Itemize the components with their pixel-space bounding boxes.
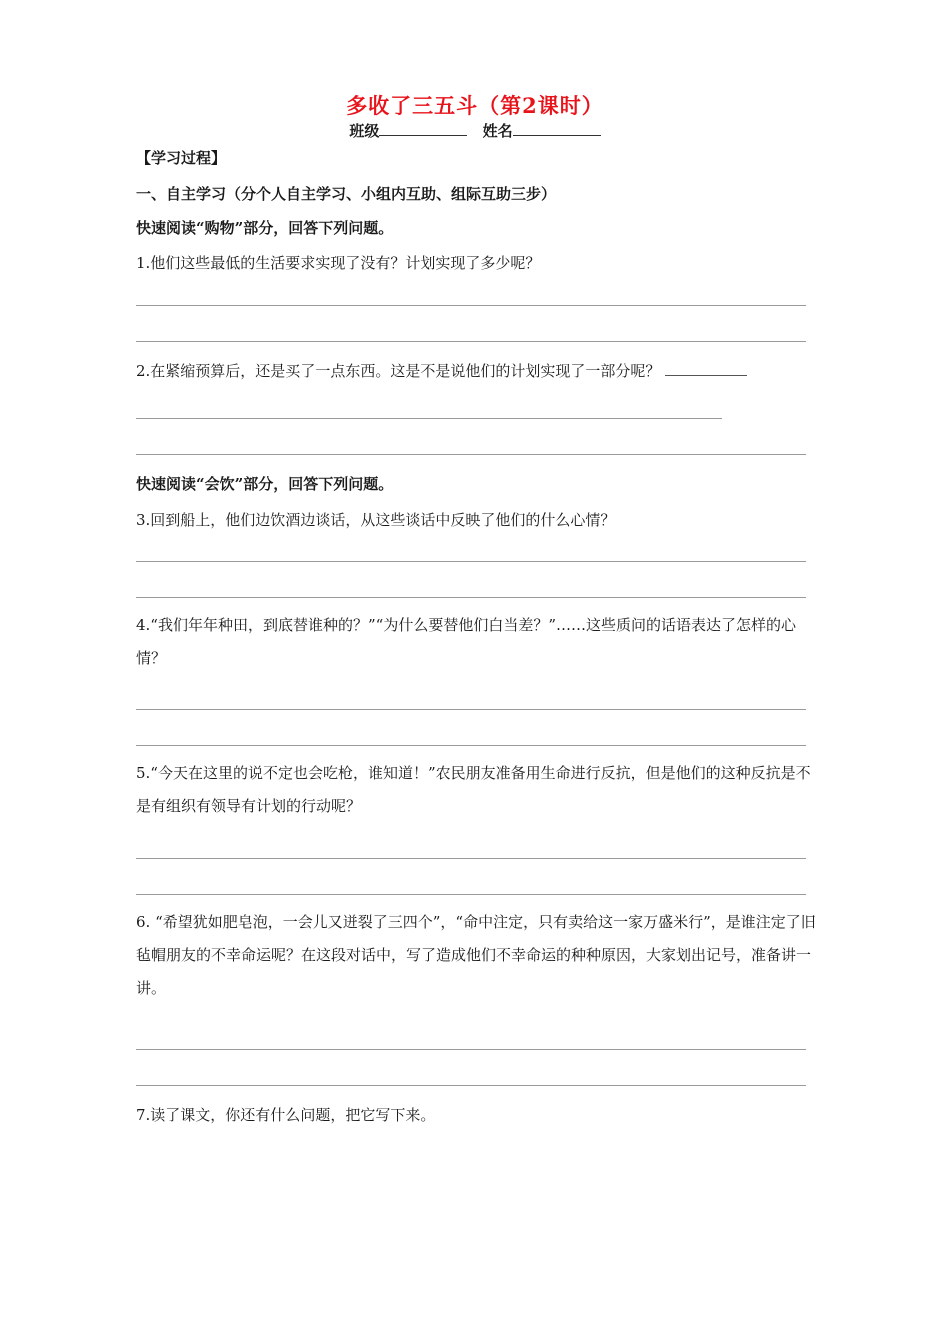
answer-line[interactable] (136, 858, 806, 859)
answer-line[interactable] (136, 597, 806, 598)
answer-line[interactable] (136, 561, 806, 562)
instruction-drinking: 快速阅读“会饮”部分，回答下列问题。 (136, 475, 394, 493)
question-2 (136, 360, 747, 381)
question-7: 7.读了课文，你还有什么问题，把它写下来。 (136, 1106, 436, 1124)
answer-line[interactable] (136, 454, 806, 455)
answer-line[interactable] (136, 709, 806, 710)
answer-blank[interactable] (665, 361, 747, 376)
answer-line[interactable] (136, 341, 806, 342)
question-3: 3.回到船上，他们边饮酒边谈话，从这些谈话中反映了他们的什么心情？ (136, 511, 616, 529)
page-title: 多收了三五斗（第2课时） (346, 93, 604, 118)
answer-line[interactable] (136, 1085, 806, 1086)
class-name-line (0, 120, 950, 141)
section-header: 【学习过程】 (136, 149, 227, 167)
instruction-shopping: 快速阅读“购物”部分，回答下列问题。 (136, 219, 394, 237)
part-one-heading: 一、自主学习（分个人自主学习、小组内互助、组际互助三步） (136, 185, 557, 203)
answer-line[interactable] (136, 418, 722, 419)
name-label: 姓名 (482, 122, 513, 140)
answer-line[interactable] (136, 305, 806, 306)
answer-line[interactable] (136, 894, 806, 895)
class-blank[interactable] (379, 121, 467, 136)
question-4: 4.“我们年年种田，到底替谁种的？”“为什么要替他们白当差？”……这些质问的话语表达了怎样的心情？ (136, 616, 796, 667)
question-6: 6. “希望犹如肥皂泡，一会儿又迸裂了三四个”，“命中注定，只有卖给这一家万盛米行”，是谁注定了旧毡帽朋友的不幸命运呢？在这段对话中，写了造成他们不幸命运的种种原因，大家划出记号，准备讲一讲。 (136, 913, 816, 997)
answer-line[interactable] (136, 745, 806, 746)
question-1: 1.他们这些最低的生活要求实现了没有？计划实现了多少呢？ (136, 254, 541, 272)
answer-line[interactable] (136, 1049, 806, 1050)
question-5: 5.“今天在这里的说不定也会吃枪，谁知道！”农民朋友准备用生命进行反抗，但是他们的这种反抗是不是有组织有领导有计划的行动呢？ (136, 764, 811, 815)
question-2-text: 2.在紧缩预算后，还是买了一点东西。这是不是说他们的计划实现了一部分呢？ (136, 362, 661, 380)
class-label: 班级 (349, 122, 380, 140)
name-blank[interactable] (513, 121, 601, 136)
